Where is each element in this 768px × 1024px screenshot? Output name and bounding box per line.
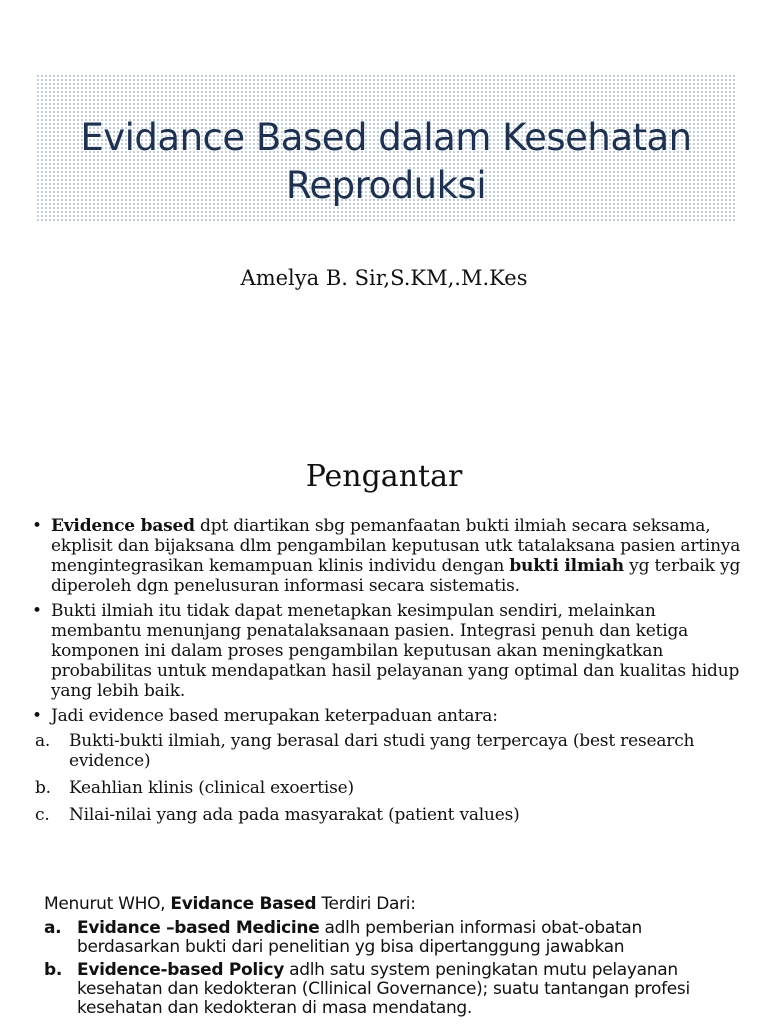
list-item — [28, 805, 748, 825]
bullet-bold-term: Evidence based — [51, 516, 195, 536]
who-intro-suffix: Terdiri Dari: — [316, 894, 416, 914]
list-marker: a. — [35, 731, 51, 751]
bullet-text: Jadi evidence based merupakan keterpaduan antara: — [51, 706, 498, 726]
who-list-marker: a. — [44, 918, 62, 938]
bullet-bold-term: bukti ilmiah — [509, 556, 624, 576]
bullet-text: yg terbaik yg diperoleh dgn penelusuran informasi secara sistematis. — [51, 556, 741, 596]
section-heading: Pengantar — [305, 459, 463, 494]
list-marker: b. — [35, 778, 51, 798]
who-intro-prefix: Menurut WHO, — [44, 894, 171, 914]
who-item-text: adlh satu system peningkatan mutu pelayanan kesehatan dan kedokteran (Cllinical Governance); suatu tantangan profesi kesehatan dan kedokteran di masa mendatang. — [77, 960, 690, 1018]
bullet-text: dpt diartikan sbg pemanfaatan bukti ilmiah secara seksama, ekplisit dan bijaksana dlm pengambilan keputusan utk tatalaksana pasien artinya mengintegrasikan kemampuan klinis individu dengan — [51, 516, 741, 576]
who-list-marker: b. — [44, 960, 63, 980]
who-item-term: Evidence-based Policy — [77, 960, 285, 980]
bullet-item — [28, 601, 748, 701]
bullet-dot: • — [32, 516, 42, 536]
title-slide — [0, 0, 768, 400]
bullet-item — [28, 706, 748, 726]
list-item — [28, 778, 748, 798]
who-list-item — [44, 919, 744, 957]
intro-content — [28, 516, 748, 832]
author-name: Amelya B. Sir,S.KM,.M.Kes — [240, 266, 528, 290]
title-line-2: Reproduksi — [285, 164, 487, 207]
who-item-term: Evidance –based Medicine — [77, 918, 320, 938]
who-intro-bold: Evidance Based — [170, 894, 317, 914]
bullet-dot: • — [32, 601, 42, 621]
list-marker: c. — [35, 805, 50, 825]
bullet-text: Bukti ilmiah itu tidak dapat menetapkan kesimpulan sendiri, melainkan membantu menunjang penatalaksanaan pasien. Integrasi penuh dan ketiga komponen ini dalam proses pengambilan keputusan akan meningkatkan probabilitas untuk mendapatkan hasil pelayanan yang optimal dan kualitas hidup yang lebih baik. — [51, 601, 740, 701]
list-text: Bukti-bukti ilmiah, yang berasal dari studi yang terpercaya (best research evidence) — [69, 731, 695, 771]
who-list-item — [44, 961, 744, 1018]
list-text: Nilai-nilai yang ada pada masyarakat (patient values) — [69, 805, 520, 825]
bullet-dot: • — [32, 706, 42, 726]
bullet-item — [28, 516, 748, 596]
list-item — [28, 731, 748, 771]
list-text: Keahlian klinis (clinical exoertise) — [69, 778, 354, 798]
who-intro — [44, 895, 744, 914]
who-item-text: adlh pemberian informasi obat-obatan berdasarkan bukti dari penelitian yg bisa dipertanggung jawabkan — [77, 918, 642, 957]
title-line-1: Evidance Based dalam Kesehatan — [80, 116, 692, 159]
who-section — [44, 895, 744, 1022]
slide-title — [36, 114, 736, 210]
